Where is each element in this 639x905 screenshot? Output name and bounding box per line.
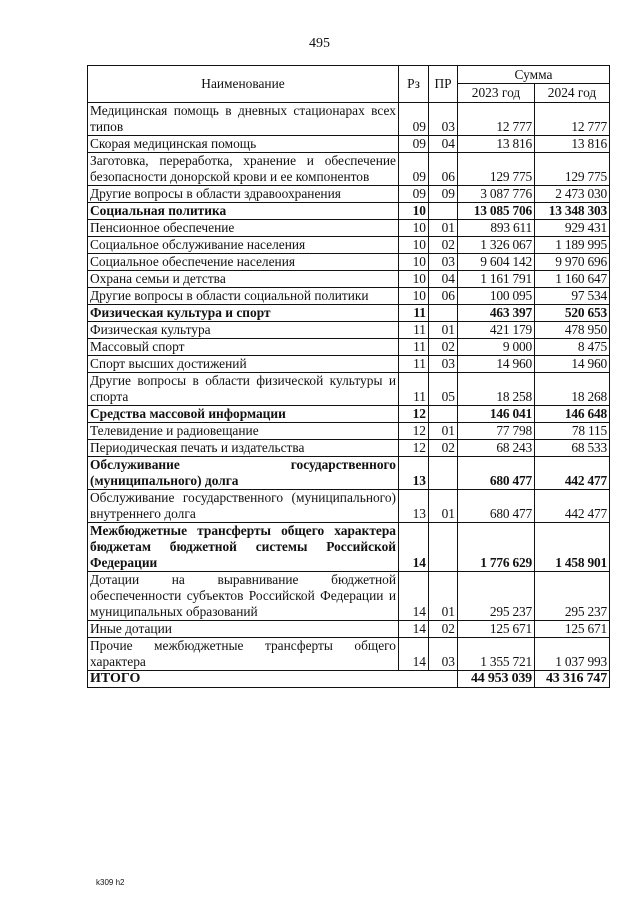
total-2024: 43 316 747 xyxy=(535,671,610,688)
row-value-2023: 1 161 791 xyxy=(458,271,535,288)
row-value-2024: 97 534 xyxy=(535,288,610,305)
row-value-2023: 77 798 xyxy=(458,423,535,440)
row-name: Другие вопросы в области социальной политики xyxy=(88,288,399,305)
row-value-2024: 78 115 xyxy=(535,423,610,440)
table-row xyxy=(88,186,610,203)
row-name: Средства массовой информации xyxy=(88,406,399,423)
row-rz: 11 xyxy=(399,305,429,322)
row-value-2024: 14 960 xyxy=(535,356,610,373)
row-rz: 11 xyxy=(399,339,429,356)
budget-table xyxy=(87,65,610,688)
row-name: Другие вопросы в области здравоохранения xyxy=(88,186,399,203)
row-name: Физическая культура и спорт xyxy=(88,305,399,322)
row-value-2024: 8 475 xyxy=(535,339,610,356)
row-name: Другие вопросы в области физической культуры и спорта xyxy=(88,373,399,406)
row-value-2023: 680 477 xyxy=(458,457,535,490)
row-value-2024: 13 348 303 xyxy=(535,203,610,220)
header-pr: ПР xyxy=(429,66,458,103)
row-rz: 13 xyxy=(399,490,429,523)
row-value-2023: 129 775 xyxy=(458,153,535,186)
table-row xyxy=(88,254,610,271)
footer-code: k309 h2 xyxy=(96,878,125,887)
row-name: Обслуживание государственного (муниципального) долга xyxy=(88,457,399,490)
row-value-2024: 12 777 xyxy=(535,103,610,136)
row-pr xyxy=(429,203,458,220)
row-value-2024: 1 189 995 xyxy=(535,237,610,254)
row-rz: 14 xyxy=(399,621,429,638)
header-name: Наименование xyxy=(88,66,399,103)
row-pr: 09 xyxy=(429,186,458,203)
header-rz: Рз xyxy=(399,66,429,103)
row-name: Скорая медицинская помощь xyxy=(88,136,399,153)
row-value-2023: 125 671 xyxy=(458,621,535,638)
row-pr: 01 xyxy=(429,220,458,237)
row-name: Обслуживание государственного (муниципального) внутреннего долга xyxy=(88,490,399,523)
table-row xyxy=(88,490,610,523)
row-pr: 01 xyxy=(429,423,458,440)
row-value-2023: 18 258 xyxy=(458,373,535,406)
row-value-2024: 478 950 xyxy=(535,322,610,339)
table-row xyxy=(88,457,610,490)
row-pr: 03 xyxy=(429,103,458,136)
row-value-2023: 893 611 xyxy=(458,220,535,237)
row-rz: 11 xyxy=(399,322,429,339)
row-name: Медицинская помощь в дневных стационарах всех типов xyxy=(88,103,399,136)
row-rz: 10 xyxy=(399,254,429,271)
table-row xyxy=(88,638,610,671)
row-rz: 14 xyxy=(399,523,429,572)
row-value-2023: 1 326 067 xyxy=(458,237,535,254)
row-pr: 04 xyxy=(429,136,458,153)
table-row xyxy=(88,523,610,572)
row-rz: 10 xyxy=(399,220,429,237)
row-value-2024: 125 671 xyxy=(535,621,610,638)
row-value-2024: 442 477 xyxy=(535,457,610,490)
row-name: Охрана семьи и детства xyxy=(88,271,399,288)
row-rz: 12 xyxy=(399,406,429,423)
row-value-2023: 9 000 xyxy=(458,339,535,356)
row-value-2024: 520 653 xyxy=(535,305,610,322)
row-rz: 12 xyxy=(399,440,429,457)
total-row xyxy=(88,671,610,688)
row-pr xyxy=(429,305,458,322)
row-pr: 06 xyxy=(429,153,458,186)
row-value-2024: 18 268 xyxy=(535,373,610,406)
row-pr xyxy=(429,406,458,423)
header-year-2024: 2024 год xyxy=(535,84,610,103)
row-pr xyxy=(429,457,458,490)
row-rz: 10 xyxy=(399,203,429,220)
table-row xyxy=(88,440,610,457)
header-sum: Сумма xyxy=(458,66,610,84)
row-value-2023: 100 095 xyxy=(458,288,535,305)
table-row xyxy=(88,373,610,406)
table-row xyxy=(88,406,610,423)
row-name: Прочие межбюджетные трансферты общего характера xyxy=(88,638,399,671)
row-value-2024: 295 237 xyxy=(535,572,610,621)
row-rz: 11 xyxy=(399,373,429,406)
row-value-2023: 295 237 xyxy=(458,572,535,621)
row-value-2023: 146 041 xyxy=(458,406,535,423)
row-name: Телевидение и радиовещание xyxy=(88,423,399,440)
row-name: Дотации на выравнивание бюджетной обеспеченности субъектов Российской Федерации и муниципальных образований xyxy=(88,572,399,621)
row-name: Спорт высших достижений xyxy=(88,356,399,373)
row-value-2024: 9 970 696 xyxy=(535,254,610,271)
table-row xyxy=(88,621,610,638)
row-pr: 03 xyxy=(429,254,458,271)
row-pr: 01 xyxy=(429,322,458,339)
row-value-2023: 13 816 xyxy=(458,136,535,153)
row-rz: 14 xyxy=(399,572,429,621)
table-body xyxy=(88,103,610,671)
row-value-2024: 146 648 xyxy=(535,406,610,423)
row-rz: 12 xyxy=(399,423,429,440)
table-row xyxy=(88,203,610,220)
row-pr: 02 xyxy=(429,440,458,457)
row-rz: 09 xyxy=(399,186,429,203)
row-value-2024: 1 037 993 xyxy=(535,638,610,671)
row-value-2024: 929 431 xyxy=(535,220,610,237)
row-value-2024: 13 816 xyxy=(535,136,610,153)
row-rz: 11 xyxy=(399,356,429,373)
table-row xyxy=(88,237,610,254)
table-row xyxy=(88,220,610,237)
row-pr: 06 xyxy=(429,288,458,305)
row-value-2023: 68 243 xyxy=(458,440,535,457)
row-name: Массовый спорт xyxy=(88,339,399,356)
row-pr: 02 xyxy=(429,237,458,254)
row-rz: 14 xyxy=(399,638,429,671)
row-pr: 02 xyxy=(429,339,458,356)
row-value-2024: 442 477 xyxy=(535,490,610,523)
table-row xyxy=(88,305,610,322)
row-name: Социальное обслуживание населения xyxy=(88,237,399,254)
row-pr: 03 xyxy=(429,356,458,373)
row-value-2023: 12 777 xyxy=(458,103,535,136)
row-name: Физическая культура xyxy=(88,322,399,339)
row-name: Периодическая печать и издательства xyxy=(88,440,399,457)
row-name: Заготовка, переработка, хранение и обеспечение безопасности донорской крови и ее компонентов xyxy=(88,153,399,186)
row-pr: 01 xyxy=(429,572,458,621)
row-value-2023: 14 960 xyxy=(458,356,535,373)
row-rz: 10 xyxy=(399,271,429,288)
row-pr: 01 xyxy=(429,490,458,523)
row-value-2024: 1 160 647 xyxy=(535,271,610,288)
row-value-2023: 1 355 721 xyxy=(458,638,535,671)
table-row xyxy=(88,153,610,186)
row-rz: 13 xyxy=(399,457,429,490)
row-rz: 10 xyxy=(399,288,429,305)
row-pr: 03 xyxy=(429,638,458,671)
table-row xyxy=(88,339,610,356)
row-value-2023: 421 179 xyxy=(458,322,535,339)
row-name: Социальное обеспечение населения xyxy=(88,254,399,271)
table-row xyxy=(88,271,610,288)
row-value-2023: 3 087 776 xyxy=(458,186,535,203)
row-rz: 09 xyxy=(399,136,429,153)
page-number: 495 xyxy=(309,36,330,51)
row-value-2023: 1 776 629 xyxy=(458,523,535,572)
total-label: ИТОГО xyxy=(88,671,458,688)
row-name: Межбюджетные трансферты общего характера бюджетам бюджетной системы Российской Федерации xyxy=(88,523,399,572)
row-name: Пенсионное обеспечение xyxy=(88,220,399,237)
row-value-2023: 9 604 142 xyxy=(458,254,535,271)
row-name: Иные дотации xyxy=(88,621,399,638)
header-year-2023: 2023 год xyxy=(458,84,535,103)
row-value-2024: 2 473 030 xyxy=(535,186,610,203)
row-name: Социальная политика xyxy=(88,203,399,220)
row-pr xyxy=(429,523,458,572)
table-row xyxy=(88,322,610,339)
row-value-2023: 680 477 xyxy=(458,490,535,523)
row-value-2023: 13 085 706 xyxy=(458,203,535,220)
row-rz: 10 xyxy=(399,237,429,254)
table-row xyxy=(88,288,610,305)
row-pr: 02 xyxy=(429,621,458,638)
row-rz: 09 xyxy=(399,153,429,186)
table-header xyxy=(88,66,610,103)
row-pr: 04 xyxy=(429,271,458,288)
row-value-2024: 68 533 xyxy=(535,440,610,457)
table-row xyxy=(88,356,610,373)
row-rz: 09 xyxy=(399,103,429,136)
row-value-2024: 129 775 xyxy=(535,153,610,186)
row-value-2024: 1 458 901 xyxy=(535,523,610,572)
table-row xyxy=(88,423,610,440)
row-pr: 05 xyxy=(429,373,458,406)
table-row xyxy=(88,572,610,621)
table-row xyxy=(88,136,610,153)
table-row xyxy=(88,103,610,136)
total-2023: 44 953 039 xyxy=(458,671,535,688)
row-value-2023: 463 397 xyxy=(458,305,535,322)
